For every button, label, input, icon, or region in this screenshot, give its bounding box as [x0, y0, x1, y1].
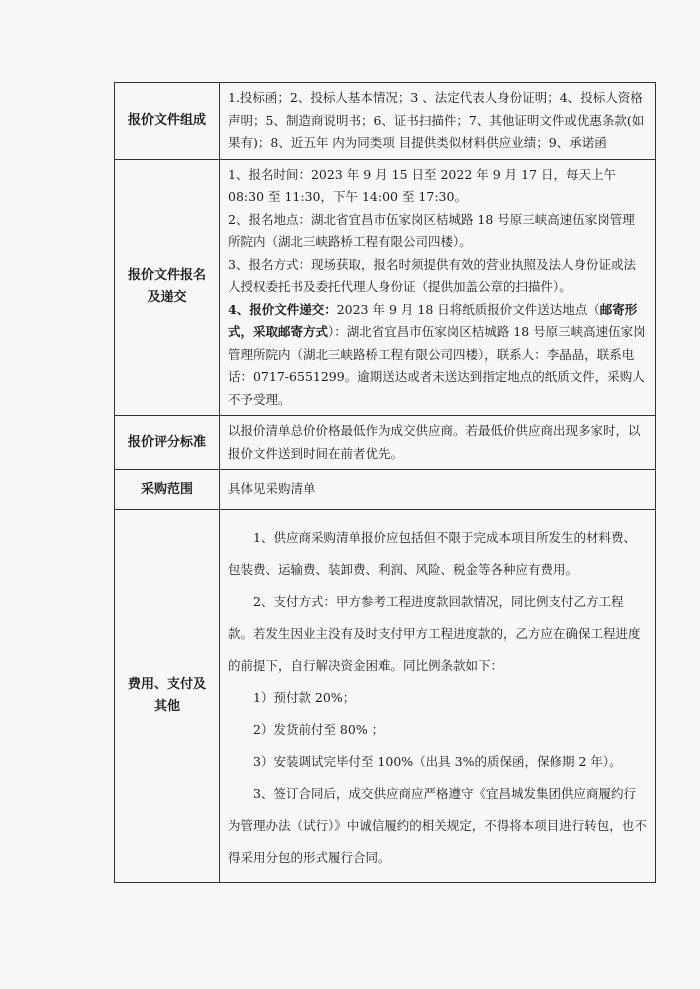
row-label-registration — [115, 159, 220, 416]
table-row — [115, 510, 656, 883]
scoring-text: 以报价清单总价价格最低作为成交供应商。若最低价供应商出现多家时，以报价文件送到时间在前者优先。 — [220, 416, 656, 470]
cost-inclusion-paragraph: 1、供应商采购清单报价应包括但不限于完成本项目所发生的材料费、包装费、运输费、装卸费、利润、风险、税金等各种应有费用。 — [228, 530, 636, 577]
row-label-line: 报价文件报名 — [127, 268, 206, 284]
procurement-terms-table — [114, 82, 656, 883]
registration-method: 3、报名方式：现场获取，报名时须提供有效的营业执照及法人身份证或法人授权委托书及委托代理人身份证（提供加盖公章的扫描件）。 — [228, 256, 636, 294]
quote-submission-date: 2023 年 9 月 18 日将纸质报价文件送达地点（ — [336, 301, 600, 317]
registration-time: 1、报名时间：2023 年 9 月 15 日至 2022 年 9 月 17 日，每天上午 08:30 至 11:30，下午 14:00 至 17:30。 — [228, 166, 617, 204]
payment-term-before-delivery: 2）发货前付至 80% ； — [253, 722, 385, 737]
registration-content — [220, 159, 656, 416]
quote-composition-text: 1.投标函；2、投标人基本情况；3 、法定代表人身份证明；4、投标人资格声明；5、制造商说明书；6、证书扫描件；7、其他证明文件或优惠条款(如果有)；8、近五年 内为同类项 目提供类似材料供应业绩；9、承诺函 — [220, 83, 656, 160]
payment-method-paragraph: 2、支付方式：甲方参考工程进度款回款情况，同比例支付乙方工程款。若发生因业主没有及时支付甲方工程进度款的，乙方应在确保工程进度的前提下，自行解决资金困难。同比例条款如下： — [228, 594, 641, 673]
row-label-payment — [115, 510, 220, 883]
table-row — [115, 83, 656, 160]
payment-content — [220, 510, 656, 883]
row-label-scoring: 报价评分标准 — [115, 416, 220, 470]
quote-submission — [228, 299, 647, 412]
quote-submission-mail-note: 邮寄形式，采取邮寄方式 — [228, 301, 638, 339]
row-label-quote-composition: 报价文件组成 — [115, 83, 220, 160]
row-label-line: 其他 — [153, 699, 180, 714]
payment-term-advance: 1）预付款 20%； — [253, 690, 356, 705]
row-label-line: 费用、支付及 — [127, 677, 206, 692]
quote-submission-heading: 4、报价文件递交： — [228, 301, 337, 317]
row-label-line: 及递交 — [147, 290, 187, 306]
row-label-scope: 采购范围 — [115, 470, 220, 510]
registration-location: 2、报名地点：湖北省宜昌市伍家岗区桔城路 18 号原三峡高速伍家岗管理所院内（湖北三峡路桥工程有限公司四楼）。 — [228, 211, 635, 249]
table-row — [115, 470, 656, 510]
table-row — [115, 416, 656, 470]
contract-compliance-paragraph: 3、签订合同后，成交供应商应严格遵守《宜昌城发集团供应商履约行为管理办法（试行）》中诚信履约的相关规定，不得将本项目进行转包，也不得采用分包的形式履行合同。 — [228, 786, 647, 865]
scope-text: 具体见采购清单 — [220, 470, 656, 510]
table-row — [115, 159, 656, 416]
payment-term-after-installation: 3）安装调试完毕付至 100%（出具 3%的质保函，保修期 2 年）。 — [253, 754, 622, 769]
quote-submission-details: ）：湖北省宜昌市伍家岗区桔城路 18 号原三峡高速伍家岗管理所院内（湖北三峡路桥工程有限公司四楼），联系人：李晶晶，联系电话：0717-6551299。逾期送达或者未送达到指定地点的纸质文件，采购人不予受理。 — [228, 324, 646, 407]
